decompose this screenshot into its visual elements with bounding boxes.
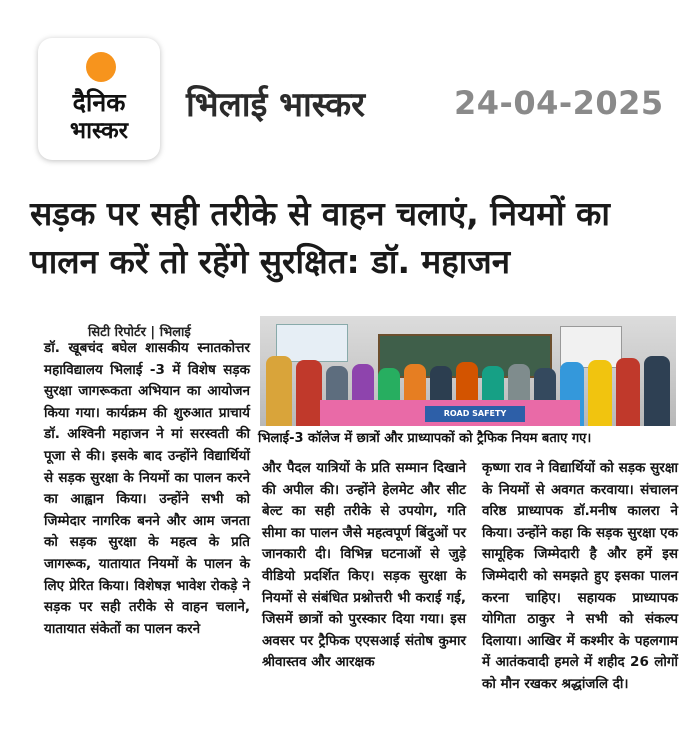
person xyxy=(616,358,640,426)
logo-text-line1: दैनिक xyxy=(72,88,126,117)
sun-icon xyxy=(86,52,116,82)
person xyxy=(644,356,670,426)
road-safety-banner: ROAD SAFETY xyxy=(425,406,525,422)
article-headline: सड़क पर सही तरीके से वाहन चलाएं, नियमों का पालन करें तो रहेंगे सुरक्षित: डॉ. महाजन xyxy=(30,194,610,281)
article-column-3: कृष्णा राव ने विद्यार्थियों को सड़क सुरक्षा के नियमों से अवगत करवाया। संचालन वरिष्ठ प्राध्यापक डॉ.मनीष कालरा ने किया। उन्होंने कहा कि सड़क सुरक्षा एक सामूहिक जिम्मेदारी है और हमें इस जिम्मेदारी को समझते हुए इसका पालन करना चाहिए। सहायक प्राध्यापक योगिता ठाकुर ने सभी को संकल्प दिलाया। आखिर में कश्मीर के पहलगाम में आतंकवादी हमले में शहीद 26 लोगों को मौन रखकर श्रद्धांजलि दी। xyxy=(482,460,678,692)
article-byline: सिटी रिपोर्टर | भिलाई xyxy=(88,325,191,340)
event-photo xyxy=(260,316,676,426)
article-column-1: डॉ. खूबचंद बघेल शासकीय स्नातकोत्तर महाविद्यालय भिलाई -3 में विशेष सड़क सुरक्षा जागरूकता अभियान का आयोजन किया गया। कार्यक्रम की शुरुआत प्राचार्य डॉ. अश्विनी महाजन ने मां सरस्वती की पूजा से की। इसके बाद उन्होंने विद्यार्थियों से सड़क सुरक्षा के नियमों का पालन करने का आह्वान किया। उन्होंने सभी को जिम्मेदार नागरिक बनने और आम जनता को सड़क सुरक्षा के महत्व के प्रति जागरूक, यातायात नियमों के पालन के लिए प्रेरित किया। विशेषज्ञ भावेश रोकड़े ने सड़क पर सही तरीके से वाहन चलाने, यातायात संकेतों का पालन करने xyxy=(44,340,250,637)
person xyxy=(296,360,322,426)
person xyxy=(588,360,612,426)
dainik-bhaskar-logo xyxy=(38,38,160,160)
edition-name: भिलाई भास्कर xyxy=(186,85,366,125)
publication-date: 24-04-2025 xyxy=(454,84,664,122)
person xyxy=(266,356,292,426)
article-column-2: और पैदल यात्रियों के प्रति सम्मान दिखाने की अपील की। उन्होंने हेलमेट और सीट बेल्ट का सही तरीके से उपयोग, गति सीमा का पालन जैसे महत्वपूर्ण बिंदुओं पर जानकारी दी। विभिन्न घटनाओं से जुड़े वीडियो प्रदर्शित किए। सड़क सुरक्षा के नियमों से संबंधित प्रश्नोत्तरी भी कराई गई, जिसमें छात्रों को पुरस्कार दिया गया। इस अवसर पर ट्रैफिक एएसआई संतोष कुमार श्रीवास्तव और आरक्षक xyxy=(262,460,466,671)
photo-caption: भिलाई-3 कॉलेज में छात्रों और प्राध्यापकों को ट्रैफिक नियम बताए गए। xyxy=(258,431,592,446)
logo-text-line2: भास्कर xyxy=(69,118,129,144)
photo-people-group xyxy=(260,346,676,426)
